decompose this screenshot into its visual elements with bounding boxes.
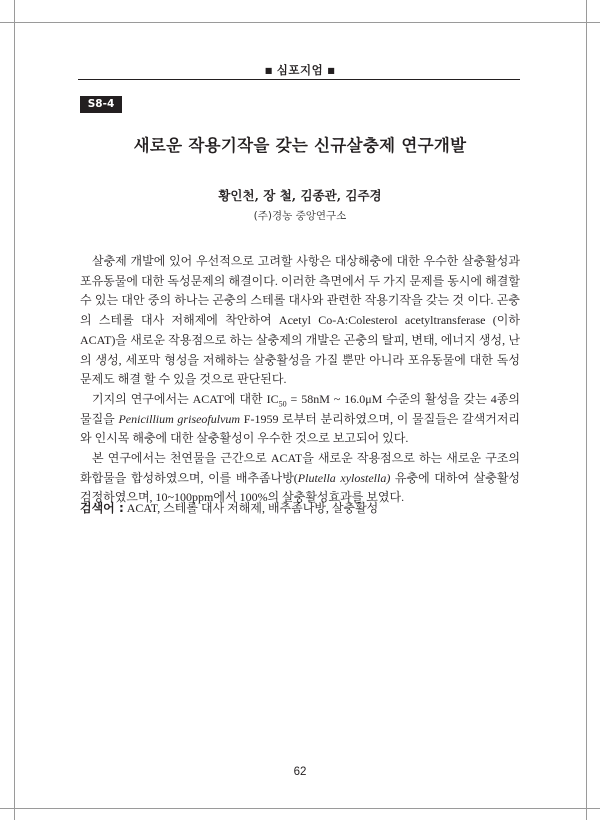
p3-text-a: 본 연구에서는 천연물을 근간으로 ACAT을 새로운 작용점으로 하는 새로운 구조의 화합물을 합성하였으며, 이를 배추좀나방( — [80, 451, 520, 485]
keywords — [80, 499, 520, 518]
header-bullet-left: ■ — [264, 66, 273, 75]
keywords-text: ACAT, 스테롤 대사 저해제, 배추좀나방, 살충활성 — [123, 501, 379, 515]
frame-line-right — [586, 0, 587, 820]
species-name-plutella: Plutella xylostella) — [297, 470, 391, 485]
frame-line-bottom — [0, 808, 600, 809]
ic50-subscript: 50 — [278, 399, 287, 409]
keywords-label: 검색어 : — [80, 501, 124, 515]
frame-line-top — [0, 22, 600, 23]
abstract-paragraph-1: 살충제 개발에 있어 우선적으로 고려할 사항은 대상해충에 대한 우수한 살충활성과 포유동물에 대한 독성문제의 해결이다. 이러한 측면에서 두 가지 문제를 동시에 해결할 수 있는 대안 중의 하나는 곤충의 스테롤 대사와 관련한 작용기작을 갖는 것 이다. 곤충의 스테롤 대사 저해제에 착안하여 Acetyl Co-A:Colesterol acetyltransferase (이하 ACAT)을 새로운 작용점으로 하는 살충제의 개발은 곤충의 탈피, 변태, 에너지 생성, 난의 생성, 세포막 형성을 저해하는 살충활성을 가질 뿐만 아니라 포유동물에 대한 독성 문제도 해결 할 수 있을 것으로 판단된다. — [80, 254, 520, 387]
header-section: 심포지엄 — [276, 63, 324, 77]
page-number: 62 — [293, 766, 307, 778]
running-header — [0, 62, 600, 78]
p2-text-b: = 58nM ~ 16.0μM 수준의 활성을 갖는 4종의 물질을 — [80, 391, 520, 426]
p3-text-b: 유충에 대하여 살충활성 검정하였으며, 10~100ppm에서 100%의 살충활성효과를 보였다. — [80, 470, 521, 505]
p2-text-a: 기지의 연구에서는 ACAT에 대한 IC — [92, 391, 279, 406]
header-bullet-right: ■ — [327, 66, 336, 75]
abstract-paragraph-2 — [80, 390, 520, 449]
affiliation: (주)경농 중앙연구소 — [253, 210, 347, 222]
paper-title: 새로운 작용기작을 갖는 신규살충제 연구개발 — [133, 136, 467, 155]
session-code-badge: S8-4 — [80, 96, 122, 113]
species-name-penicillium: Penicillium griseofulvum — [118, 411, 241, 426]
header-rule — [78, 79, 520, 80]
p2-text-c: F-1959 로부터 분리하였으며, 이 물질들은 갈색거저리와 인시목 해충에 대한 살충활성이 우수한 것으로 보고되어 있다. — [80, 411, 521, 446]
frame-line-left — [14, 0, 15, 820]
authors: 황인천, 장 철, 김종관, 김주경 — [218, 188, 382, 203]
abstract — [80, 252, 520, 508]
